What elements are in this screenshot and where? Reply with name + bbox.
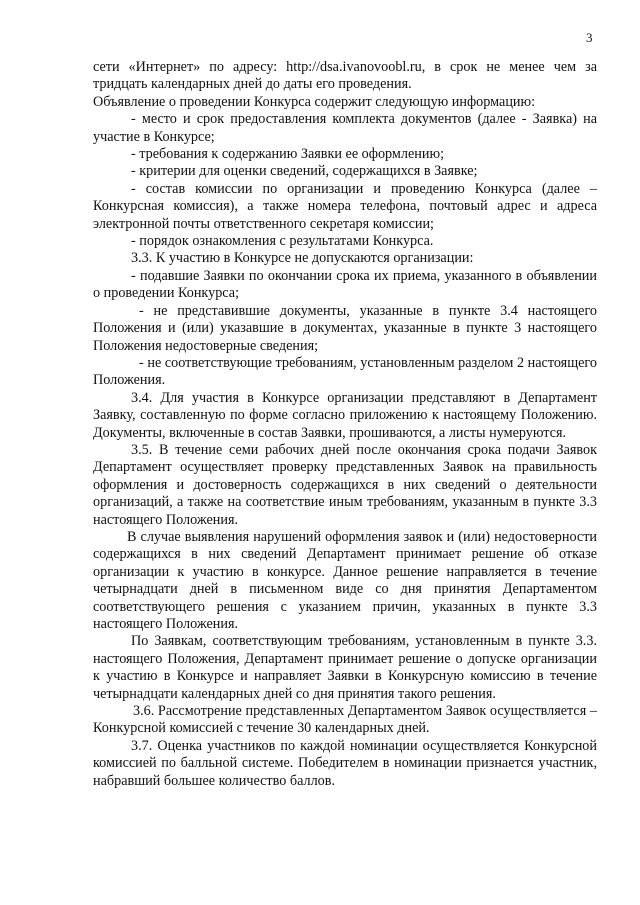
document-body (93, 59, 597, 790)
paragraph-admission: По Заявкам, соответствующим требованиям, установленным в пункте 3.3. настоящего Положения, Департамент принимает решение о допуске организации к участию в Конкурсе и направляет Заявки в Конкурсную комиссию в течение четырнадцати календарных дней со дня принятия такого решения. (93, 633, 597, 702)
list-item-late-submission: - подавшие Заявки по окончании срока их приема, указанного в объявлении о проведении Конкурса; (93, 267, 597, 302)
paragraph-3-4: 3.4. Для участия в Конкурсе организации представляют в Департамент Заявку, составленную по форме согласно приложению к настоящему Положению. Документы, включенные в состав Заявки, прошиваются, а листы нумеруются. (93, 389, 597, 441)
paragraph-3-3: 3.3. К участию в Конкурсе не допускаются организации: (131, 250, 474, 267)
page-number: 3 (586, 30, 593, 45)
list-item-requirements: - требования к содержанию Заявки ее оформлению; (131, 146, 445, 163)
list-item-criteria: - критерии для оценки сведений, содержащихся в Заявке; (131, 163, 478, 180)
list-item-place-and-term: - место и срок предоставления комплекта документов (далее - Заявка) на участие в Конкурсе; (93, 111, 597, 145)
list-item-noncompliant: - не соответствующие требованиям, установленным разделом 2 настоящего Положения. (93, 354, 597, 389)
paragraph-announcement-intro: Объявление о проведении Конкурса содержит следующую информацию: (93, 93, 536, 110)
paragraph-3-7: 3.7. Оценка участников по каждой номинации осуществляется Конкурсной комиссией по балльной системе. Победителем в номинации признается участник, набравший большее количество баллов. (93, 737, 597, 789)
list-item-results-procedure: - порядок ознакомления с результатами Конкурса. (131, 233, 434, 250)
paragraph-internet-address: сети «Интернет» по адресу: http://dsa.ivanovoobl.ru, в срок не менее чем за тридцать календарных дней до даты его проведения. (93, 59, 597, 93)
list-item-missing-documents: - не представившие документы, указанные в пункте 3.4 настоящего Положения и (или) указавшие в документах, указанные в пункте 3 настоящего Положения недостоверные сведения; (93, 302, 597, 354)
paragraph-violations: В случае выявления нарушений оформления заявок и (или) недостоверности содержащихся в них сведений Департамент принимает решение об отказе организации к участию в конкурсе. Данное решение направляется в течение четырнадцати дней в письменном виде со дня принятия Департаментом соответствующего решения с указанием причин, указанных в пункте 3.3 настоящего Положения. (93, 528, 597, 632)
paragraph-3-6: 3.6. Рассмотрение представленных Департаментом Заявок осуществляется – Конкурсной комиссией с течение 30 календарных дней. (93, 703, 597, 737)
paragraph-3-5: 3.5. В течение семи рабочих дней после окончания срока подачи Заявок Департамент осуществляет проверку представленных Заявок на правильность оформления и достоверность содержащихся в них сведений о деятельности организаций, а также на соответствие иным требованиям, указанным в пункте 3.3 настоящего Положения. (93, 441, 597, 528)
list-item-commission: - состав комиссии по организации и проведению Конкурса (далее – Конкурсная комиссия), а также номера телефона, почтовый адрес и адреса электронной почты ответственного секретаря комиссии; (93, 180, 597, 232)
